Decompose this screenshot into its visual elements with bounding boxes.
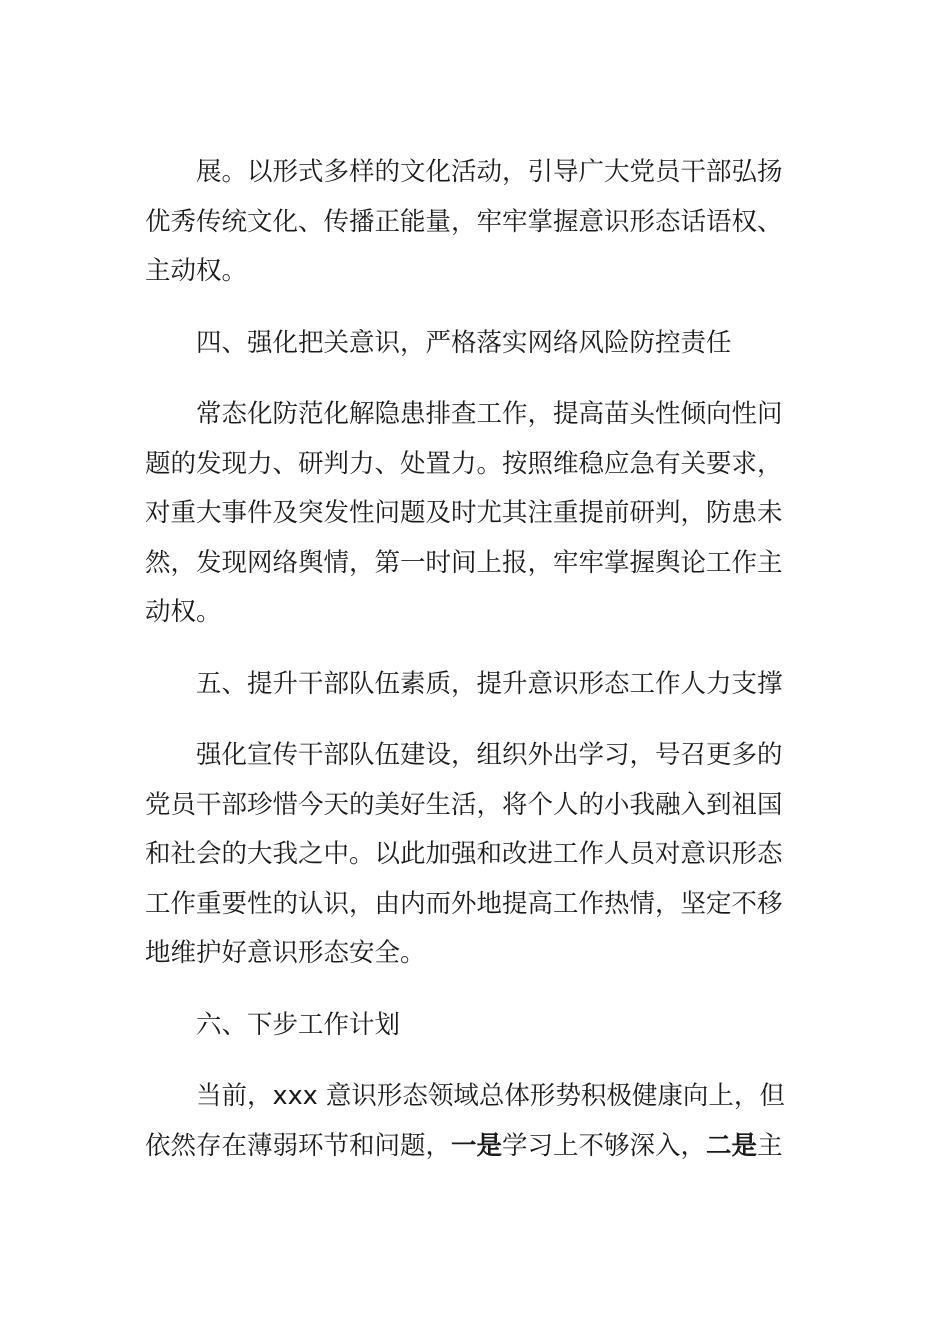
text-line: 当前，xxx 意识形态领域总体形势积极健康向上，但 [196, 1081, 785, 1111]
bold-marker-second: 二是 [706, 1130, 758, 1161]
text-line: 动权。 [145, 597, 222, 627]
section-heading-4: 四、强化把关意识，严格落实网络风险防控责任 [196, 327, 732, 358]
text-line: 党员干部珍惜今天的美好生活，将个人的小我融入到祖国 [145, 789, 783, 820]
section-heading-6: 六、下步工作计划 [196, 1009, 401, 1040]
text-line: 展。以形式多样的文化活动，引导广大党员干部弘扬 [196, 157, 783, 187]
section-heading-5: 五、提升干部队伍素质，提升意识形态工作人力支撑 [196, 668, 783, 699]
document-body [145, 148, 790, 1193]
text-line: 和社会的大我之中。以此加强和改进工作人员对意识形态 [145, 839, 783, 869]
bold-marker-first: 一是 [451, 1130, 503, 1161]
text-line: 强化宣传干部队伍建设，组织外出学习，号召更多的 [196, 740, 783, 770]
text-run: 依然存在薄弱环节和问题， [145, 1130, 452, 1161]
text-line: 对重大事件及突发性问题及时尤其注重提前研判，防患未 [145, 498, 783, 528]
paragraph-current-situation [145, 1072, 790, 1171]
text-line: 工作重要性的认识，由内而外地提高工作热情，坚定不移 [145, 888, 783, 919]
text-line-mixed [145, 1122, 790, 1172]
text-line: 主动权。 [145, 256, 248, 286]
paragraph-cadre-team [145, 731, 790, 979]
text-run: 学习上不够深入， [502, 1130, 707, 1161]
text-run: 主 [757, 1130, 783, 1161]
paragraph-risk-control [145, 390, 790, 638]
text-line: 常态化防范化解隐患排查工作，提高苗头性倾向性问 [196, 399, 783, 429]
text-line: 然，发现网络舆情，第一时间上报，牢牢掌握舆论工作主 [145, 547, 783, 578]
text-line: 题的发现力、研判力、处置力。按照维稳应急有关要求， [145, 448, 783, 479]
text-line: 优秀传统文化、传播正能量，牢牢掌握意识形态话语权、 [145, 206, 783, 237]
text-line: 地维护好意识形态安全。 [145, 938, 426, 968]
paragraph-culture-activities [145, 148, 790, 297]
